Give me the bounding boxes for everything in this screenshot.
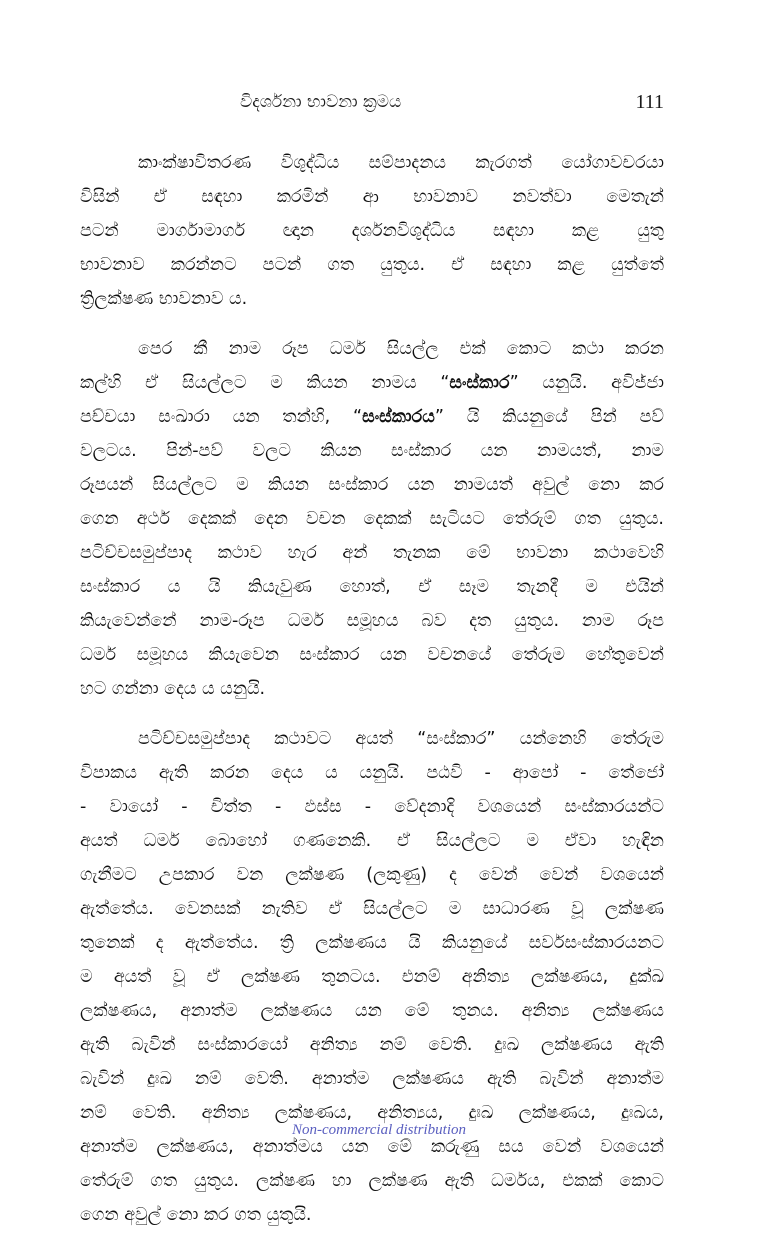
text-line: ගෙන අවුල් නො කර ගත යුතුයි. bbox=[80, 1205, 312, 1225]
page-number: 111 bbox=[635, 91, 664, 113]
text-line: ගෙන අර්ථ දෙකක් දෙන වචන දෙකක් සැටියට තේරුම් ගත යුතුය. bbox=[80, 509, 664, 529]
text-line: අනාත්ම ලක්ෂණය, අනාත්මය යන මේ කරුණු සය වෙන් වශයෙන් bbox=[80, 1137, 664, 1157]
text-line: අයත් ධර්ම බොහෝ ගණනෙකි. ඒ සියල්ලට ම ඒවා හැඳින bbox=[80, 831, 664, 851]
paragraph bbox=[80, 332, 664, 706]
running-title: විදර්ශනා භාවනා ක්‍රමය bbox=[240, 92, 402, 112]
text-line: ඇත්තේය. වෙනසක් නැතිව ඒ සියල්ලට ම සාධාරණ වූ ලක්ෂණ bbox=[80, 899, 664, 919]
distribution-note: Non-commercial distribution bbox=[291, 1122, 467, 1138]
text-line: සංස්කාර ය යි කියැවුණ හොත්, ඒ සෑම තැනදී ම එයින් bbox=[80, 577, 664, 597]
text-line: නම් වෙති. අනිත්‍ය ලක්ෂණය, අනිත්‍යය, දුඃඛ ලක්ෂණය, දුඃඛය, bbox=[80, 1103, 664, 1123]
text-line: හට ගන්නා දෙය ය යනුයි. bbox=[80, 679, 266, 699]
text-line: පටිච්චසමුප්පාද කථාවට අයත් “සංස්කාර” යන්නෙහි තේරුම bbox=[138, 729, 664, 749]
text-line: තුනෙක් ද ඇත්තේය. ත්‍රි ලක්ෂණය යි කියනුයේ සර්වසංස්කාරයනට bbox=[80, 933, 664, 953]
text-line: ඇති බැවින් සංස්කාරයෝ අනිත්‍ය නම් වෙති. දුඃඛ ලක්ෂණය ඇති bbox=[80, 1035, 664, 1055]
text-line: පෙර කී නාම රූප ධර්ම සියල්ල එක් කොට කථා කරන bbox=[138, 339, 664, 359]
text-line: පටන් මාර්ගාමාර්ග ඥාන දර්ශනවිශුද්ධිය සඳහා කළ යුතු bbox=[80, 221, 664, 241]
text-line: කියැවෙන්නේ නාම-රූප ධර්ම සමූහය බව දත යුතුය. නාම රූප bbox=[80, 611, 664, 631]
body-text bbox=[80, 146, 664, 1248]
text-line: ලක්ෂණය, අනාත්ම ලක්ෂණය යන මේ තුනය. අනිත්‍ය ලක්ෂණය bbox=[80, 1001, 664, 1021]
text-line: ම අයත් වූ ඒ ලක්ෂණ තුනටය. එනම් අනිත්‍ය ලක්ෂණය, දුක්ඛ bbox=[80, 967, 664, 987]
text-line: බැවින් දුඃඛ නම් වෙති. අනාත්ම ලක්ෂණය ඇති බැවින් අනාත්ම bbox=[80, 1069, 664, 1089]
text-line: වලටය. පින්-පව් වලට කියන සංස්කාර යන නාමයත්, නාම bbox=[80, 441, 664, 461]
text-line: ධර්ම සමූහය කියැවෙන සංස්කාර යන වචනයේ තේරුම හේතුවෙන් bbox=[80, 645, 664, 665]
emphasized-term: සංස්කාර bbox=[449, 373, 510, 393]
text-line: භාවනාව කරන්නට පටන් ගත යුතුය. ඒ සඳහා කළ යුත්තේ bbox=[80, 255, 664, 275]
text-line: විපාකය ඇති කරන දෙය ය යනුයි. පඨවි - ආපෝ - තේජෝ bbox=[80, 763, 664, 783]
paragraph bbox=[80, 722, 664, 1232]
text-line: කල්හි ඒ සියල්ලට ම කියන නාමය “සංස්කාර” යනුයි. අවිජ්ජා bbox=[80, 373, 664, 393]
text-line: පච්චයා සංඛාරා යන තන්හි, “සංස්කාරය” යි කියනුයේ පින් පව් bbox=[80, 407, 664, 427]
text-line: ත්‍රිලක්ෂණ භාවනාව ය. bbox=[80, 289, 248, 309]
text-line: කාංක්ෂාවිතරණ විශුද්ධිය සම්පාදනය කැරගත් යෝගාවචරයා bbox=[138, 153, 664, 173]
text-line: ගැනීමට උපකාර වන ලක්ෂණ (ලකුණු) ද වෙන් වෙන් වශයෙන් bbox=[80, 865, 664, 885]
text-line: - වායෝ - චිත්ත - ඵස්ස - වේදනාදි වශයෙන් සංස්කාරයන්ට bbox=[80, 797, 664, 817]
text-line: විසින් ඒ සඳහා කරමින් ආ භාවනාව නවත්වා මෙතැන් bbox=[80, 187, 664, 207]
text-line: තේරුම් ගත යුතුය. ලක්ෂණ හා ලක්ෂණ ඇති ධර්මය, එකක් කොට bbox=[80, 1171, 664, 1191]
emphasized-term: සංස්කාරය bbox=[362, 407, 435, 427]
text-line: පටිච්චසමුප්පාද කථාව හැර අන් තැනක මේ භාවනා කථාවෙහි bbox=[80, 543, 664, 563]
text-line: රූපයන් සියල්ලට ම කියන සංස්කාර යන නාමයත් අවුල් නො කර bbox=[80, 475, 664, 495]
paragraph bbox=[80, 146, 664, 316]
